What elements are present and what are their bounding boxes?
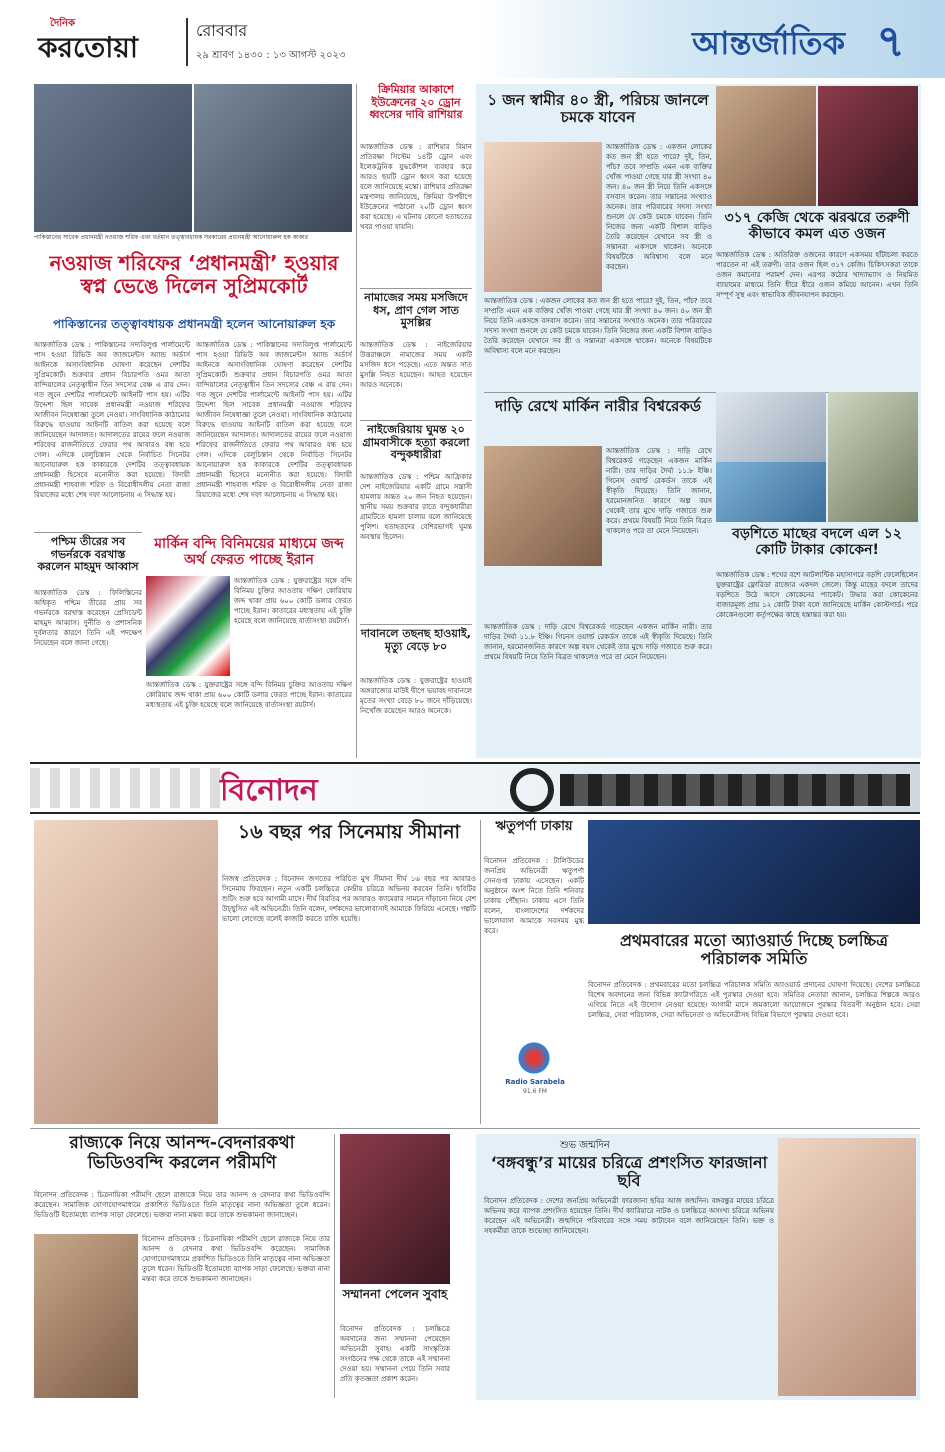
nawaz-photo [34, 84, 192, 232]
crimea-body: আন্তর্জাতিক ডেস্ক : রাশিয়ার বিমান প্রতিরক্ষা সিস্টেম ১৪টি ড্রোন এবং ইলেকট্রনিক যুদ্ধকৌশল ব্যবহার করে আরও ছয়টি ড্রোন ধ্বংস করা হয়েছে বলে জানিয়েছে মস্কো। রাশিয়ার প্রতিরক্ষা মন্ত্রণালয় জানিয়েছে, ক্রিমিয়া উপদ্বীপে ইউক্রেনের পাঠানো ২০টি ড্রোন ধ্বংস করা হয়েছে। এ ঘটনায় কোনো হতাহতের খবর পাওয়া যায়নি। [360, 143, 472, 231]
subah-photo [340, 1134, 450, 1284]
mosque-headline: নামাজের সময় মসজিদে ধস, প্রাণ গেল সাত মুসল্লির [364, 291, 468, 330]
porimoni-photo [34, 1234, 138, 1398]
masthead-date: ২৯ শ্রাবণ ১৪৩০ : ১৩ আগস্ট ২০২৩ [196, 50, 346, 61]
nigeria-headline: নাইজেরিয়ায় ঘুমন্ত ২০ গ্রামবাসীকে হত্যা করলো বন্দুকধারীরা [362, 423, 470, 462]
subah-headline: সম্মাননা পেলেন সুবাহ [342, 1287, 448, 1301]
hawaii-headline: দাবানলে তছনছ হাওয়াই, মৃত্যু বেড়ে ৮০ [361, 627, 471, 653]
porimoni-headline: রাজ্যকে নিয়ে আনন্দ-বেদনারকথা ভিডিওবন্দি করলেন পরীমণি [69, 1133, 295, 1173]
hawaii-body: আন্তর্জাতিক ডেস্ক : যুক্তরাষ্ট্রের হাওয়াই অঙ্গরাজ্যের মাউই দ্বীপে ভয়াবহ দাবানলে মৃতের সংখ্যা বেড়ে ৮০ জনে দাঁড়িয়েছে। নিখোঁজ রয়েছেন আরও অনেকে। [360, 677, 472, 715]
rule [334, 1134, 335, 1398]
radio-name: Radio Sarabela [505, 1078, 565, 1086]
film-strip-left [30, 768, 220, 808]
pakistan-caption: পাকিস্তানের সাবেক প্রধানমন্ত্রী নওয়াজ শরিফ এবং বর্তমান তত্ত্বাবধায়ক সরকারের প্রধানমন্ত্রী আনোয়ারুল হক কাকার [34, 234, 308, 241]
abbas-body: আন্তর্জাতিক ডেস্ক : ফিলিস্তিনের অধিকৃত পশ্চিম তীরের প্রায় সব গভর্নরকে বরখাস্ত করেছেন প্রেসিডেন্ট মাহমুদ আব্বাস। দুর্নীতি ও প্রশাসনিক দুর্বলতার কারণে তিনি এই পদক্ষেপ নিয়েছেন বলে জানা গেছে। [34, 589, 142, 647]
rule [360, 288, 472, 289]
crimea-headline: ক্রিমিয়ার আকাশে ইউক্রেনের ২০ ড্রোন ধ্বংসের দাবি রাশিয়ার [369, 83, 463, 122]
masthead-day: রোববার [196, 21, 248, 40]
bearded-woman-photo [484, 446, 602, 566]
rituparna-headline: ঋতুপর্ণা ঢাকায় [495, 819, 573, 834]
farzana-kicker: শুভ জন্মদিন [560, 1140, 610, 1151]
after-photo [818, 86, 918, 206]
wives-body-2: আন্তর্জাতিক ডেস্ক : একজন লোকের কত জন স্ত্রী হতে পারে? দুই, তিন, পাঁচ? তবে সম্প্রতি এমন এক ব্যক্তির খোঁজ পাওয়া গেছে যার স্ত্রী সংখ্যা ৪০ জন। ৪০ জন স্ত্রী নিয়ে তিনি একসঙ্গে বসবাস করেন। তার সন্তানের সংখ্যাও অনেক। তার পরিবারের সদস্য সংখ্যা শুনলে যে কেউ চমকে যাবেন। তিনি নিজের জন্য একটি বিশাল বাড়িও তৈরি করেছেন যেখানে সব স্ত্রী ও সন্তানরা একসঙ্গে থাকেন। অনেকে বিষয়টিকে অবিশ্বাস্য বলে মনে করছেন। [484, 297, 712, 355]
beard-body-2: আন্তর্জাতিক ডেস্ক : দাড়ি রেখে বিশ্বরেকর্ড গড়েছেন একজন মার্কিন নারী। তার দাড়ির দৈর্ঘ্য ১১.৮ ইঞ্চি। গিনেস ওয়ার্ল্ড রেকর্ডস তাকে এই স্বীকৃতি দিয়েছে। তিনি জানান, হরমোনজনিত কারণে অল্প বয়স থেকেই তার মুখে দাড়ি গজাতে শুরু করে। প্রথমে বিষয়টি নিয়ে তিনি বিব্রত থাকলেও পরে তা মেনে নিয়েছেন। [484, 623, 712, 661]
pakistan-body-col1: আন্তর্জাতিক ডেস্ক : পাকিস্তানের সদ্যবিলুপ্ত পার্লামেন্টে পাস হওয়া রিভিউ অব জাজমেন্টস অ্যান্ড অর্ডার্স আইনকে অসাংবিধানিক ঘোষণা করেছেন দেশটির সুপ্রিমকোর্ট। শুক্রবার প্রধান বিচারপতি ওমর আতা বান্দিয়ালের নেতৃত্বাধীন তিন সদস্যের বেঞ্চ এ রায় দেন। গত জুনে দেশটির পার্লামেন্টে আইনটি পাস হয়। এটির উদ্দেশ্য ছিল সাবেক প্রধানমন্ত্রী নওয়াজ শরিফের আজীবন নিষেধাজ্ঞা তুলে নেওয়া। সাংবিধানিক কাঠামোর বিরুদ্ধে যাওয়ায় আইনটি বাতিল করা হয়েছে বলে জানিয়েছেন আদালত। আদালতের রায়ের ফলে নওয়াজ শরিফের রাজনীতিতে ফেরার পথ আবারও বন্ধ হয়ে গেল। এদিকে বেলুচিস্তান থেকে নির্বাচিত সিনেটর আনোয়ারুল হক কাকারকে দেশটির তত্ত্বাবধায়ক প্রধানমন্ত্রী হিসেবে মনোনীত করা হয়েছে। বিদায়ী প্রধানমন্ত্রী শাহবাজ শরিফ ও বিরোধীদলীয় নেতা রাজা রিয়াজের মধ্যে শেষ দফা আলোচনায় এ সিদ্ধান্ত হয়। [34, 341, 190, 499]
iran-body: আন্তর্জাতিক ডেস্ক : যুক্তরাষ্ট্রের সঙ্গে বন্দি বিনিময় চুক্তির আওতায় দক্ষিণ কোরিয়ায় জব্দ থাকা প্রায় ৬০০ কোটি ডলার ফেরত পাচ্ছে ইরান। কাতারের মধ্যস্থতায় এই চুক্তি হয়েছে বলে জানিয়েছে বার্তাসংস্থা রয়টার্স। [146, 681, 352, 709]
rituparna-body: বিনোদন প্রতিবেদক : টালিউডের জনপ্রিয় অভিনেত্রী ঋতুপর্ণা সেনগুপ্ত ঢাকায় এসেছেন। একটি অনুষ্ঠানে অংশ নিতে তিনি শনিবার ঢাকায় পৌঁছান। ঢাকায় এসে তিনি বলেন, বাংলাদেশের দর্শকদের ভালোবাসা আমাকে সবসময় মুগ্ধ করে। [484, 857, 584, 935]
cocaine-headline: বড়শিতে মাছের বদলে এল ১২ কোটি টাকার কোকেন! [732, 526, 902, 559]
rule [360, 624, 472, 625]
page-number: ৭ [876, 16, 905, 67]
farzana-photo [778, 1138, 916, 1396]
masthead-name: করতোয়া [38, 31, 138, 64]
rule [356, 84, 357, 758]
radio-icon [516, 1040, 552, 1076]
iran-body-side: আন্তর্জাতিক ডেস্ক : যুক্তরাষ্ট্রের সঙ্গে বন্দি বিনিময় চুক্তির আওতায় দক্ষিণ কোরিয়ায় জব্দ থাকা প্রায় ৬০০ কোটি ডলার ফেরত পাচ্ছে ইরান। কাতারের মধ্যস্থতায় এই চুক্তি হয়েছে বলে জানিয়েছে বার্তাসংস্থা রয়টার্স। [234, 577, 352, 625]
woman-portrait-photo [716, 392, 826, 462]
porimoni-body-2: বিনোদন প্রতিবেদক : চিত্রনায়িকা পরীমণি ছেলে রাজ্যকে নিয়ে তার আনন্দ ও বেদনার কথা ভিডিওবন্দি করেছেন। সামাজিক যোগাযোগমাধ্যমে প্রকাশিত ভিডিওতে তিনি মাতৃত্বের নানা অভিজ্ঞতা তুলে ধরেন। ভিডিওটি ইতোমধ্যে ব্যাপক সাড়া ফেলেছে। ভক্তরা নানা মন্তব্য করে তাকে শুভকামনা জানাচ্ছেন। [142, 1235, 330, 1283]
simana-photo [34, 820, 218, 1124]
pakistan-headline: নওয়াজ শরিফের ‘প্রধানমন্ত্রী’ হওয়ার স্বপ্ন ভেঙে দিলেন সুপ্রিমকোর্ট [49, 251, 339, 298]
film-strip-right [560, 774, 910, 806]
wives-body: আন্তর্জাতিক ডেস্ক : একজন লোকের কত জন স্ত্রী হতে পারে? দুই, তিন, পাঁচ? তবে সম্প্রতি এমন এক ব্যক্তির খোঁজ পাওয়া গেছে যার স্ত্রী সংখ্যা ৪০ জন। ৪০ জন স্ত্রী নিয়ে তিনি একসঙ্গে বসবাস করেন। তার সন্তানের সংখ্যাও অনেক। তার পরিবারের সদস্য সংখ্যা শুনলে যে কেউ চমকে যাবেন। তিনি নিজের জন্য একটি বিশাল বাড়িও তৈরি করেছেন যেখানে সব স্ত্রী ও সন্তানরা একসঙ্গে থাকেন। অনেকে বিষয়টিকে অবিশ্বাস্য বলে মনে করছেন। [606, 143, 712, 271]
rule [360, 420, 472, 421]
masthead-top-label: দৈনিক [50, 18, 76, 29]
bridge-photo [716, 462, 826, 522]
section-banner [478, 0, 945, 78]
pakistan-subhead: পাকিস্তানের তত্ত্বাবধায়ক প্রধানমন্ত্রী হলেন আনোয়ারুল হক [52, 317, 336, 331]
award-stage-photo [588, 820, 920, 924]
pakistan-body-col2: আন্তর্জাতিক ডেস্ক : পাকিস্তানের সদ্যবিলুপ্ত পার্লামেন্টে পাস হওয়া রিভিউ অব জাজমেন্টস অ্যান্ড অর্ডার্স আইনকে অসাংবিধানিক ঘোষণা করেছেন দেশটির সুপ্রিমকোর্ট। শুক্রবার প্রধান বিচারপতি ওমর আতা বান্দিয়ালের নেতৃত্বাধীন তিন সদস্যের বেঞ্চ এ রায় দেন। গত জুনে দেশটির পার্লামেন্টে আইনটি পাস হয়। এটির উদ্দেশ্য ছিল সাবেক প্রধানমন্ত্রী নওয়াজ শরিফের আজীবন নিষেধাজ্ঞা তুলে নেওয়া। সাংবিধানিক কাঠামোর বিরুদ্ধে যাওয়ায় আইনটি বাতিল করা হয়েছে বলে জানিয়েছেন আদালত। আদালতের রায়ের ফলে নওয়াজ শরিফের রাজনীতিতে ফেরার পথ আবারও বন্ধ হয়ে গেল। এদিকে বেলুচিস্তান থেকে নির্বাচিত সিনেটর আনোয়ারুল হক কাকারকে দেশটির তত্ত্বাবধায়ক প্রধানমন্ত্রী হিসেবে মনোনীত করা হয়েছে। বিদায়ী প্রধানমন্ত্রী শাহবাজ শরিফ ও বিরোধীদলীয় নেতা রাজা রিয়াজের মধ্যে শেষ দফা আলোচনায় এ সিদ্ধান্ত হয়। [196, 341, 352, 499]
cocaine-photo [828, 392, 918, 522]
mosque-body: আন্তর্জাতিক ডেস্ক : নাইজেরিয়ার উত্তরাঞ্চলে নামাজের সময় একটি মসজিদ ধসে পড়েছে। এতে অন্তত সাত মুসল্লি নিহত হয়েছেন। আহত হয়েছেন আরও অনেকে। [360, 341, 472, 389]
subah-body: বিনোদন প্রতিবেদক : চলচ্চিত্রে অবদানের জন্য সম্মাননা পেয়েছেন অভিনেত্রী সুবাহ। একটি সাংস্কৃতিক সংগঠনের পক্ষ থেকে তাকে এই সম্মাননা দেওয়া হয়। সম্মাননা পেয়ে তিনি সবার প্রতি কৃতজ্ঞতা প্রকাশ করেন। [340, 1325, 450, 1383]
bride-photo [484, 142, 602, 292]
weight-headline: ৩১৭ কেজি থেকে ঝরঝরে তরুণী কীভাবে কমল এত ওজন [724, 210, 910, 243]
masthead-divider [186, 18, 188, 66]
masthead [0, 0, 945, 78]
iran-headline: মার্কিন বন্দি বিনিময়ের মাধ্যমে জব্দ অর্থ ফেরত পাচ্ছে ইরান [154, 536, 344, 569]
beard-body: আন্তর্জাতিক ডেস্ক : দাড়ি রেখে বিশ্বরেকর্ড গড়েছেন একজন মার্কিন নারী। তার দাড়ির দৈর্ঘ্য ১১.৮ ইঞ্চি। গিনেস ওয়ার্ল্ড রেকর্ডস তাকে এই স্বীকৃতি দিয়েছে। তিনি জানান, হরমোনজনিত কারণে অল্প বয়স থেকেই তার মুখে দাড়ি গজাতে শুরু করে। প্রথমে বিষয়টি নিয়ে তিনি বিব্রত থাকলেও পরে তা মেনে নিয়েছেন। [606, 447, 712, 535]
rule [34, 532, 142, 533]
nigeria-body: আন্তর্জাতিক ডেস্ক : পশ্চিম আফ্রিকার দেশ নাইজেরিয়ার একটি গ্রামে সন্ত্রাসী হামলায় অন্তত ২০ জন নিহত হয়েছেন। স্থানীয় সময় শুক্রবার রাতে বন্দুকধারীরা গ্রামটিতে হামলা চালায় বলে জানিয়েছে পুলিশ। হতাহতদের বেশিরভাগই ঘুমন্ত অবস্থায় ছিলেন। [360, 473, 472, 541]
radio-logo [490, 1040, 580, 1120]
farzana-headline: ‘বঙ্গবন্ধু’র মায়ের চরিত্রে প্রশংসিত ফারজানা ছবি [490, 1153, 768, 1191]
beard-headline: দাড়ি রেখে মার্কিন নারীর বিশ্বরেকর্ড [495, 397, 701, 415]
award-body: বিনোদন প্রতিবেদক : প্রথমবারের মতো চলচ্চিত্র পরিচালক সমিতি অ্যাওয়ার্ড প্রদানের ঘোষণা দিয়েছে। দেশের চলচ্চিত্রে বিশেষ অবদানের জন্য বিভিন্ন ক্যাটাগরিতে এই পুরস্কার দেওয়া হবে। সমিতির নেতারা জানান, চলচ্চিত্র শিল্পকে আরও এগিয়ে নিতে এই উদ্যোগ নেওয়া হয়েছে। আগামী মাসে জমকালো আয়োজনে পুরস্কার বিতরণী অনুষ্ঠান হবে। সেরা চলচ্চিত্র, সেরা পরিচালক, সেরা অভিনেতা ও অভিনেত্রীসহ বিভিন্ন বিভাগে পুরস্কার দেওয়া হবে। [588, 981, 920, 1019]
farzana-body: বিনোদন প্রতিবেদক : দেশের জনপ্রিয় অভিনেত্রী ফারজানা ছবির আজ জন্মদিন। বঙ্গবন্ধুর মায়ের চরিত্রে অভিনয় করে ব্যাপক প্রশংসিত হয়েছেন তিনি। দীর্ঘ ক্যারিয়ারে নাটক ও চলচ্চিত্রে অসংখ্য চরিত্রে অভিনয় করেছেন এই অভিনেত্রী। জন্মদিনে পরিবারের সঙ্গে সময় কাটাবেন বলে জানিয়েছেন তিনি। ভক্ত ও সহকর্মীরা তাকে শুভেচ্ছা জানিয়েছেন। [484, 1197, 774, 1235]
award-headline: প্রথমবারের মতো অ্যাওয়ার্ড দিচ্ছে চলচ্চিত্র পরিচালক সমিতি [619, 931, 889, 969]
binodon-banner [30, 762, 920, 814]
simana-body: নিজস্ব প্রতিবেদক : বিনোদন জগতের পরিচিত মুখ সীমানা দীর্ঘ ১৬ বছর পর আবারও সিনেমায় ফিরছেন। নতুন একটি চলচ্চিত্রে কেন্দ্রীয় চরিত্রে অভিনয় করবেন তিনি। ছবিটির শুটিং শুরু হবে আগামী মাসে। দীর্ঘ বিরতির পর আবারও ক্যামেরার সামনে দাঁড়ানো নিয়ে বেশ উচ্ছ্বসিত এই অভিনেত্রী। তিনি বলেন, দর্শকদের ভালোবাসাই আমাকে ফিরিয়ে এনেছে। গল্পটি ভালো লেগেছে বলেই কাজটি করতে রাজি হয়েছি। [222, 875, 476, 923]
weight-body: আন্তর্জাতিক ডেস্ক : অতিরিক্ত ওজনের কারণে একসময় হাঁটাচলা করতে পারতেন না এই তরুণী। তার ওজন ছিল ৩১৭ কেজি। চিকিৎসকরা তাকে ওজন কমানোর পরামর্শ দেন। এরপর কঠোর খাদ্যাভ্যাস ও নিয়মিত ব্যায়ামের মাধ্যমে তিনি ধীরে ধীরে ওজন কমিয়ে আনেন। এখন তিনি সম্পূর্ণ সুস্থ এবং স্বাভাবিক জীবনযাপন করছেন। [716, 251, 918, 299]
kakar-photo [194, 84, 352, 232]
before-photo [716, 86, 816, 206]
abbas-headline: পশ্চিম তীরের সব গভর্নরকে বরখাস্ত করলেন মাহমুদ আব্বাস [37, 535, 139, 574]
radio-frequency: 91.6 FM [523, 1088, 547, 1095]
porimoni-body: বিনোদন প্রতিবেদক : চিত্রনায়িকা পরীমণি ছেলে রাজ্যকে নিয়ে তার আনন্দ ও বেদনার কথা ভিডিওবন্দি করেছেন। সামাজিক যোগাযোগমাধ্যমে প্রকাশিত ভিডিওতে তিনি মাতৃত্বের নানা অভিজ্ঞতা তুলে ধরেন। ভিডিওটি ইতোমধ্যে ব্যাপক সাড়া ফেলেছে। ভক্তরা নানা মন্তব্য করে তাকে শুভকামনা জানাচ্ছেন। [34, 1191, 330, 1219]
film-reel-icon [510, 768, 554, 812]
cocaine-body: আন্তর্জাতিক ডেস্ক : শখের বশে আটলান্টিক মহাসাগরে বড়শি ফেলেছিলেন যুক্তরাষ্ট্রের ফ্লোরিডা রাজ্যের একদল জেলে। কিন্তু মাছের বদলে তাদের বড়শিতে উঠে আসে কোকেনের প্যাকেট। উদ্ধার করা কোকেনের বাজারমূল্য প্রায় ১২ কোটি টাকা বলে জানিয়েছে মার্কিন কোস্টগার্ড। পরে কোকেনগুলো কর্তৃপক্ষের কাছে হস্তান্তর করা হয়। [716, 571, 918, 619]
simana-headline: ১৬ বছর পর সিনেমায় সীমানা [237, 821, 461, 843]
rule [30, 1128, 920, 1129]
section-title: আন্তর্জাতিক [692, 24, 845, 62]
us-iran-flags [146, 576, 230, 676]
wives-headline: ১ জন স্বামীর ৪০ স্ত্রী, পরিচয় জানলে চমকে যাবেন [487, 91, 709, 127]
rule [480, 820, 481, 1124]
binodon-title: বিনোদন [220, 773, 318, 808]
